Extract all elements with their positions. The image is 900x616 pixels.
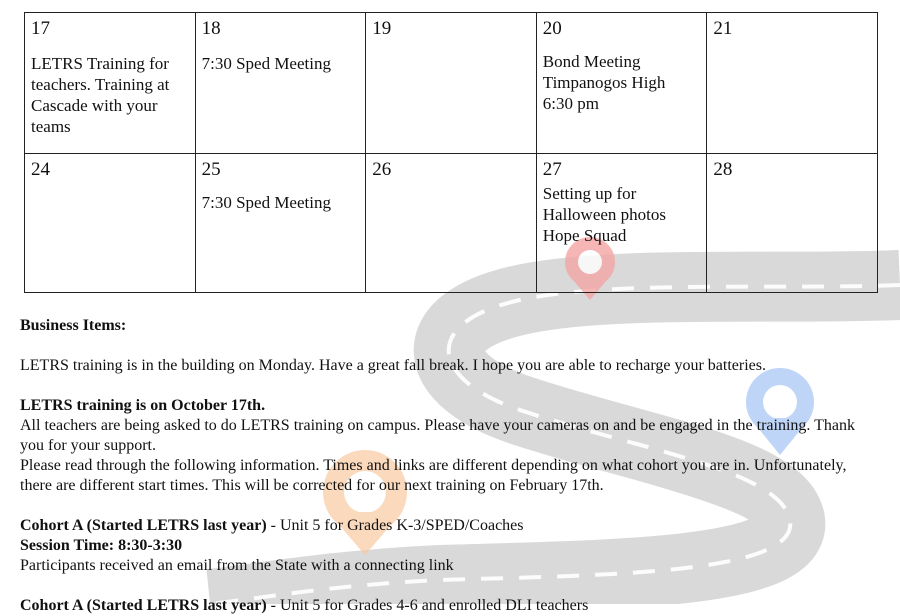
participants-note: Participants received an email from the State with a connecting link [20,557,454,574]
day-events: LETRS Training for teachers. Training at Cascade with your teams [31,54,170,136]
calendar-week [25,13,878,154]
calendar-day-cell [707,153,878,293]
letrs-paragraph: All teachers are being asked to do LETRS training on campus. Please have your cameras on and be engaged in the training. Thank you for your support. [20,417,855,454]
day-number: 21 [713,18,733,39]
calendar-day-cell [536,13,707,154]
calendar-day-cell [707,13,878,154]
cohort-description: - Unit 5 for Grades 4-6 and enrolled DLI teachers [266,597,589,614]
day-number: 26 [372,158,392,180]
day-number: 17 [31,18,50,39]
session-time: Session Time: 8:30-3:30 [20,537,183,554]
letrs-paragraph: Please read through the following information. Times and links are different depending on what cohort you are in. Unfortunately, there are different start times. This will be corrected for our next training on February 17th. [20,457,847,494]
cohort-label: Cohort A (Started LETRS last year) [20,517,267,534]
cohort-description: - Unit 5 for Grades K-3/SPED/Coaches [266,517,524,534]
calendar-day-cell [25,153,196,293]
calendar-day-cell [25,13,196,154]
cohort-a-line [20,596,880,616]
letrs-heading: LETRS training is on October 17th. [20,397,266,414]
intro-paragraph: LETRS training is in the building on Monday. Have a great fall break. I hope you are able to recharge your batteries. [20,357,766,374]
day-events: Bond Meeting Timpanogos High 6:30 pm [542,52,666,113]
day-number: 28 [713,158,733,180]
day-events: Setting up for Halloween photos Hope Squad [542,183,667,245]
day-number: 20 [542,18,562,39]
day-number: 24 [31,158,50,180]
cohort-label: Cohort A (Started LETRS last year) [20,597,267,614]
business-items-section [20,316,880,616]
day-events: 7:30 Sped Meeting [201,192,331,212]
calendar-day-cell [195,13,366,154]
day-number: 19 [372,18,392,39]
day-number: 27 [542,158,562,180]
calendar-day-cell [536,153,707,293]
section-heading: Business Items: [20,317,127,334]
calendar-table [24,12,878,293]
day-number: 18 [201,18,221,39]
calendar-week [25,153,878,293]
calendar-day-cell [366,153,537,293]
day-events: 7:30 Sped Meeting [201,54,331,73]
calendar-day-cell [366,13,537,154]
calendar-day-cell [195,153,366,293]
day-number: 25 [201,158,221,180]
cohort-a-line [20,516,880,536]
